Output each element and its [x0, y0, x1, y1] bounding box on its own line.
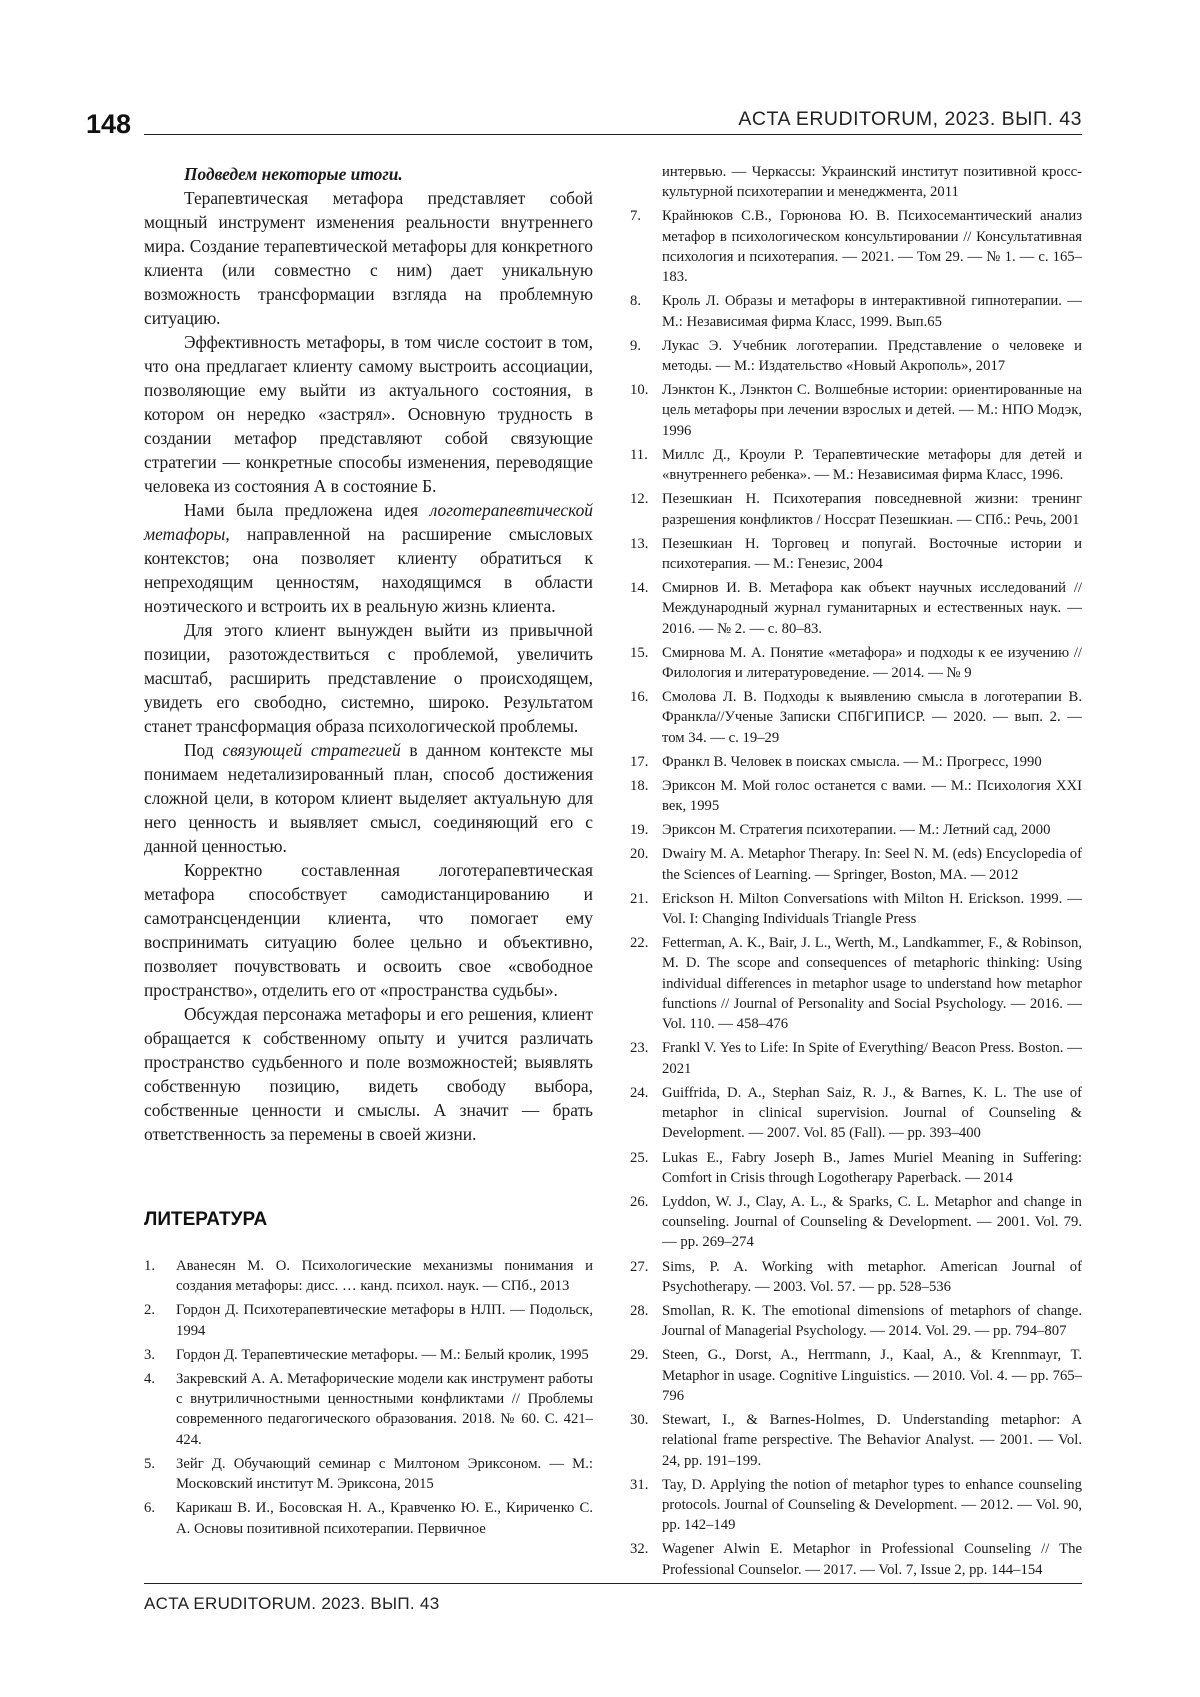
reference-continuation: интервью. — Черкассы: Украинский институт позитивной кросс-культурной психотерапии и менеджмента, 2011: [630, 162, 1082, 203]
reference-item: [630, 1345, 1082, 1406]
header-rule: [144, 134, 1082, 135]
reference-item: [630, 1192, 1082, 1253]
reference-text: Лэнктон К., Лэнктон С. Волшебные истории: ориентированные на цель метафоры при лечении взрослых и детей. — М.: НПО Модэк, 1996: [662, 380, 1082, 441]
reference-item: [630, 445, 1082, 486]
reference-item: [630, 687, 1082, 748]
reference-number: 16.: [630, 687, 662, 748]
reference-item: [630, 534, 1082, 575]
reference-text: Гордон Д. Терапевтические метафоры. — М.: Белый кролик, 1995: [176, 1345, 593, 1365]
reference-item: [144, 1454, 593, 1495]
reference-text: Крайнюков С.В., Горюнова Ю. В. Психосемантический анализ метафор в психологическом консультировании // Консультативная психология и психотерапия. — 2021. — Том 29. — № 1. — с. 165–183.: [662, 206, 1082, 287]
reference-text: Lukas E., Fabry Joseph B., James Muriel Meaning in Suffering: Comfort in Crisis through Logotherapy Paperback. — 2014: [662, 1148, 1082, 1189]
reference-item: [630, 1148, 1082, 1189]
reference-text: Гордон Д. Психотерапевтические метафоры в НЛП. — Подольск, 1994: [176, 1300, 593, 1341]
reference-number: 9.: [630, 336, 662, 377]
reference-item: [144, 1345, 593, 1365]
reference-text: Закревский А. А. Метафорические модели как инструмент работы с внутриличностными ценностными конфликтами // Проблемы современного педагогического образования. 2018. № 60. С. 421–424.: [176, 1369, 593, 1450]
reference-item: [630, 933, 1082, 1034]
reference-text: Эриксон М. Стратегия психотерапии. — М.: Летний сад, 2000: [662, 820, 1082, 840]
reference-number: 6.: [144, 1498, 176, 1539]
reference-number: 3.: [144, 1345, 176, 1365]
reference-text: Смирнов И. В. Метафора как объект научных исследований // Международный журнал гуманитарных и естественных наук. — 2016. — № 2. — с. 80–83.: [662, 578, 1082, 639]
paragraph: Терапевтическая метафора представляет собой мощный инструмент изменения реальности внутреннего мира. Создание терапевтической метафоры для конкретного клиента (или совместно с ним) дает уникальную возможность трансформации взгляда на проблемную ситуацию.: [144, 186, 593, 330]
reference-text: Лукас Э. Учебник логотерапии. Представление о человеке и методы. — М.: Издательство «Новый Акрополь», 2017: [662, 336, 1082, 377]
reference-text: Аванесян М. О. Психологические механизмы понимания и создания метафоры: дисс. … канд. психол. наук. — СПб., 2013: [176, 1256, 593, 1297]
reference-item: [144, 1369, 593, 1450]
reference-item: [630, 291, 1082, 332]
reference-text: Smollan, R. K. The emotional dimensions of metaphors of change. Journal of Managerial Psychology. — 2014. Vol. 29. — pp. 794–807: [662, 1301, 1082, 1342]
reference-item: [630, 1257, 1082, 1298]
reference-text: Пезешкиан Н. Психотерапия повседневной жизни: тренинг разрешения конфликтов / Носсрат Пезешкиан. — СПб.: Речь, 2001: [662, 489, 1082, 530]
reference-text: Tay, D. Applying the notion of metaphor types to enhance counseling protocols. Journal of Counseling & Development. — 2012. — Vol. 90, pp. 142–149: [662, 1475, 1082, 1536]
reference-item: [630, 1410, 1082, 1471]
reference-number: 25.: [630, 1148, 662, 1189]
reference-item: [144, 1256, 593, 1297]
reference-text: Кроль Л. Образы и метафоры в интерактивной гипнотерапии. — М.: Независимая фирма Класс, 1999. Вып.65: [662, 291, 1082, 332]
paragraph: Эффективность метафоры, в том числе состоит в том, что она предлагает клиенту самому выстроить ассоциации, позволяющие ему выйти из актуального состояния, в котором он нередко «застрял». Основную трудность в создании метафор представляют собой связующие стратегии — конкретные способы изменения, переводящие человека из состояния А в состояние Б.: [144, 330, 593, 498]
reference-text: Франкл В. Человек в поисках смысла. — М.: Прогресс, 1990: [662, 752, 1082, 772]
reference-item: [630, 844, 1082, 885]
reference-text: Frankl V. Yes to Life: In Spite of Everything/ Beacon Press. Boston. — 2021: [662, 1038, 1082, 1079]
reference-number: 5.: [144, 1454, 176, 1495]
reference-item: [630, 380, 1082, 441]
reference-number: 2.: [144, 1300, 176, 1341]
reference-item: [630, 1038, 1082, 1079]
reference-text: Dwairy M. A. Metaphor Therapy. In: Seel N. M. (eds) Encyclopedia of the Sciences of Learning. — Springer, Boston, MA. — 2012: [662, 844, 1082, 885]
reference-number: 23.: [630, 1038, 662, 1079]
reference-item: [144, 1498, 593, 1539]
reference-number: 21.: [630, 889, 662, 930]
reference-number: 14.: [630, 578, 662, 639]
reference-text: Карикаш В. И., Босовская Н. А., Кравченко Ю. Е., Кириченко С. А. Основы позитивной психотерапии. Первичное: [176, 1498, 593, 1539]
literature-heading: ЛИТЕРАТУРА: [144, 1207, 267, 1233]
reference-number: 18.: [630, 776, 662, 817]
reference-number: 8.: [630, 291, 662, 332]
journal-header: ACTA ERUDITORUM, 2023. ВЫП. 43: [738, 106, 1082, 132]
reference-text: Смолова Л. В. Подходы к выявлению смысла в логотерапии В. Франкла//Ученые Записки СПбГИПИСР. — 2020. — вып. 2. — том 34. — с. 19–29: [662, 687, 1082, 748]
reference-list-left: [144, 1256, 593, 1543]
reference-number: 20.: [630, 844, 662, 885]
reference-text: Эриксон М. Мой голос останется с вами. — М.: Психология XXI век, 1995: [662, 776, 1082, 817]
emphasis: логотерапевтической метафоры: [144, 500, 593, 544]
reference-text: Lyddon, W. J., Clay, A. L., & Sparks, C. L. Metaphor and change in counseling. Journal of Counseling & Development. — 2001. Vol. 79. — pp. 269–274: [662, 1192, 1082, 1253]
reference-text: Миллс Д., Кроули Р. Терапевтические метафоры для детей и «внутреннего ребенка». — М.: Независимая фирма Класс, 1996.: [662, 445, 1082, 486]
article-body: [144, 162, 593, 1146]
paragraph: Для этого клиент вынужден выйти из привычной позиции, разотождествиться с проблемой, увеличить масштаб, расширить представление о происходящем, увидеть его свободно, системно, широко. Результатом станет трансформация образа психологической проблемы.: [144, 618, 593, 738]
reference-number: 4.: [144, 1369, 176, 1450]
reference-number: 12.: [630, 489, 662, 530]
reference-item: [630, 578, 1082, 639]
reference-number: 27.: [630, 1257, 662, 1298]
reference-item: [630, 336, 1082, 377]
reference-number: 11.: [630, 445, 662, 486]
reference-item: [630, 1539, 1082, 1580]
reference-text: Sims, P. A. Working with metaphor. American Journal of Psychotherapy. — 2003. Vol. 57. — pp. 528–536: [662, 1257, 1082, 1298]
text-run: , направленной на расширение смысловых контекстов; она позволяет клиенту обратиться к непреходящим ценностям, находящимся в области ноэтического и встроить их в реальную жизнь клиента.: [144, 524, 593, 616]
reference-number: 17.: [630, 752, 662, 772]
paragraph: Обсуждая персонажа метафоры и его решения, клиент обращается к собственному опыту и учится различать пространство судьбенного и поле возможностей; выявлять собственную позицию, видеть свободу выбора, собственные ценности и смыслы. А значит — брать ответственность за перемены в своей жизни.: [144, 1002, 593, 1146]
journal-footer: ACTA ERUDITORUM. 2023. ВЫП. 43: [144, 1592, 439, 1616]
reference-number: 1.: [144, 1256, 176, 1297]
reference-item: [630, 206, 1082, 287]
reference-item: [630, 489, 1082, 530]
reference-item: [144, 1300, 593, 1341]
page-number: 148: [86, 106, 131, 142]
reference-number: 24.: [630, 1083, 662, 1144]
reference-text: Смирнова М. А. Понятие «метафора» и подходы к ее изучению // Филология и литературоведение. — 2014. — № 9: [662, 643, 1082, 684]
reference-item: [630, 752, 1082, 772]
footer-rule: [144, 1583, 1082, 1584]
paragraph: [144, 498, 593, 618]
reference-number: 15.: [630, 643, 662, 684]
paragraph: [144, 738, 593, 858]
reference-text: Пезешкиан Н. Торговец и попугай. Восточные истории и психотерапия. — М.: Генезис, 2004: [662, 534, 1082, 575]
reference-item: [630, 1301, 1082, 1342]
reference-list-right: [630, 162, 1082, 1584]
reference-text: Steen, G., Dorst, A., Herrmann, J., Kaal, A., & Krennmayr, T. Metaphor in usage. Cognitive Linguistics. — 2010. Vol. 4. — pp. 765–796: [662, 1345, 1082, 1406]
reference-number: 32.: [630, 1539, 662, 1580]
reference-text: Erickson H. Milton Conversations with Milton H. Erickson. 1999. — Vol. I: Changing Individuals Triangle Press: [662, 889, 1082, 930]
reference-number: 10.: [630, 380, 662, 441]
text-run: Нами была предложена идея: [184, 500, 430, 520]
reference-text: Wagener Alwin E. Metaphor in Professional Counseling // The Professional Counselor. — 2017. — Vol. 7, Issue 2, pp. 144–154: [662, 1539, 1082, 1580]
reference-item: [630, 820, 1082, 840]
reference-number: 22.: [630, 933, 662, 1034]
emphasis: связующей стратегией: [222, 740, 400, 760]
reference-number: 26.: [630, 1192, 662, 1253]
reference-item: [630, 643, 1082, 684]
reference-number: 29.: [630, 1345, 662, 1406]
reference-item: [630, 776, 1082, 817]
reference-item: [630, 1083, 1082, 1144]
reference-number: 31.: [630, 1475, 662, 1536]
reference-number: 28.: [630, 1301, 662, 1342]
text-run: в данном контексте мы понимаем недетализированный план, способ достижения сложной цели, в котором клиент выделяет актуальную для него ценность и выявляет смысл, соединяющий его с данной ценностью.: [144, 740, 593, 856]
reference-number: 13.: [630, 534, 662, 575]
text-run: Под: [184, 740, 222, 760]
reference-item: [630, 889, 1082, 930]
paragraph: Корректно составленная логотерапевтическая метафора способствует самодистанцированию и самотрансценденции клиента, что помогает ему воспринимать ситуацию более цельно и объективно, позволяет почувствовать и освоить свое «свободное пространство», отделить его от «пространства судьбы».: [144, 858, 593, 1002]
reference-number: 30.: [630, 1410, 662, 1471]
conclusion-subhead: Подведем некоторые итоги.: [144, 162, 593, 186]
reference-text: Fetterman, A. K., Bair, J. L., Werth, M., Landkammer, F., & Robinson, M. D. The scope and consequences of metaphoric thinking: Using individual differences in metaphor usage to understand how metaphor functions // Journal of Personality and Social Psychology. — 2016. — Vol. 110. — 458–476: [662, 933, 1082, 1034]
reference-text: Guiffrida, D. A., Stephan Saiz, R. J., & Barnes, K. L. The use of metaphor in clinical supervision. Journal of Counseling & Development. — 2007. Vol. 85 (Fall). — pp. 393–400: [662, 1083, 1082, 1144]
reference-number: 19.: [630, 820, 662, 840]
reference-number: 7.: [630, 206, 662, 287]
reference-text: Stewart, I., & Barnes-Holmes, D. Understanding metaphor: A relational frame perspective. The Behavior Analyst. — 2001. — Vol. 24, pp. 191–199.: [662, 1410, 1082, 1471]
reference-item: [630, 1475, 1082, 1536]
reference-text: Зейг Д. Обучающий семинар с Милтоном Эриксоном. — М.: Московский институт М. Эриксона, 2015: [176, 1454, 593, 1495]
